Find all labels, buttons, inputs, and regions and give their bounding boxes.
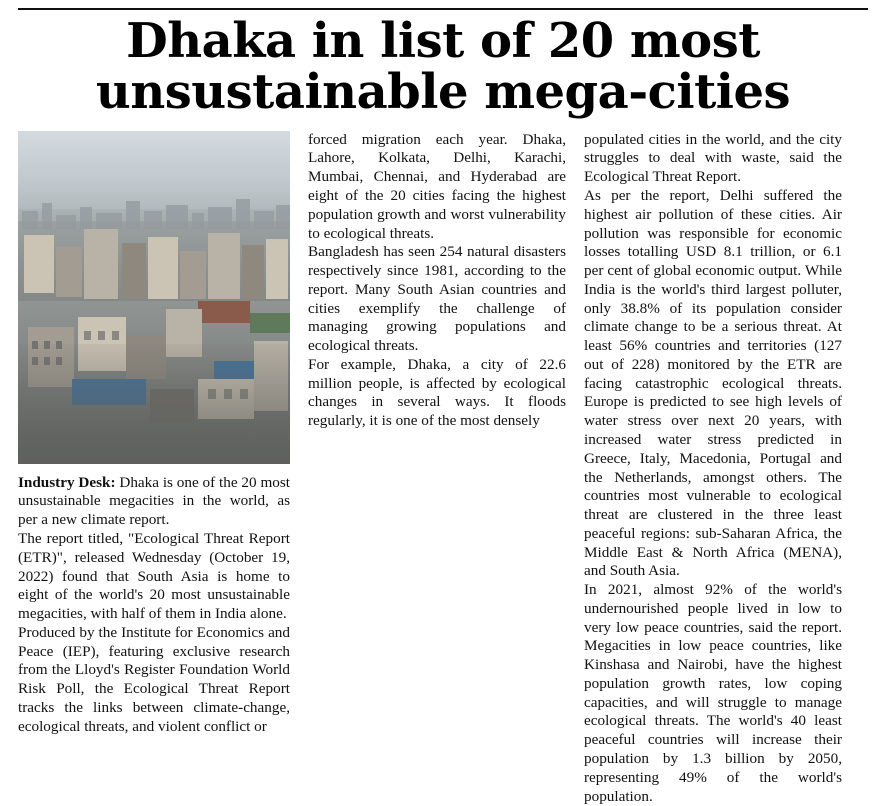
photo-window [98, 331, 105, 340]
photo-foreground [18, 344, 290, 464]
paragraph [18, 474, 290, 530]
paragraph: The report titled, "Ecological Threat Report (ETR)", released Wednesday (October 19, 2022) found that South Asia is home to eight of the world's 20 most unsustainable megacities, with half of them in India alone. [18, 530, 290, 623]
column-middle [308, 131, 566, 771]
paragraph-text: Dhaka is one of the 20 most unsustainable megacities in the world, as per a new climate report. [18, 473, 290, 529]
byline: Industry Desk: [18, 473, 116, 491]
photo-building [56, 247, 82, 297]
photo-building [122, 243, 146, 299]
paragraph: Bangladesh has seen 254 natural disasters respectively since 1981, according to the report. Many South Asian countries and cities exemplify the challenge of managing growing populations and ecological threats. [308, 243, 566, 355]
article-body [18, 130, 868, 805]
paragraph: As per the report, Delhi suffered the highest air pollution of these cities. Air pollution was responsible for economic losses totalling USD 8.1 trillion, or 6.1 per cent of global economic output. While India is the world's third largest polluter, only 38.8% of its population consider climate change to be a serious threat. At least 56% countries and territories (127 out of 228) monitored by the ETR are facing catastrophic ecological threats. Europe is predicted to see high levels of water stress over next 20 years, with increased water stress predicted in Greece, Italy, Macedonia, Portugal and the Netherlands, amongst others. The countries most vulnerable to ecological threat are clustered in the three least peaceful regions: sub-Saharan Africa, the Middle East & North Africa (MENA), and South Asia. [584, 187, 842, 580]
paragraph: forced migration each year. Dhaka, Lahore, Kolkata, Delhi, Karachi, Mumbai, Chennai, and Hyderabad are eight of the 20 cities facing the highest population growth and worst vulnerability to ecological threats. [308, 130, 566, 242]
page-title [18, 0, 868, 119]
column-left-text [18, 474, 290, 737]
photo-building [266, 239, 288, 299]
photo-rooftop [250, 313, 290, 333]
photo-building [24, 235, 54, 293]
article-photo [18, 131, 290, 464]
photo-building [84, 229, 118, 299]
paragraph: populated cities in the world, and the city struggles to deal with waste, said the Ecological Threat Report. [584, 130, 842, 186]
paragraph: In 2021, almost 92% of the world's undernourished people lived in low to very low peace countries, said the report. Megacities in low peace countries, like Kinshasa and Nairobi, have the highest population growth rates, low coping capacities, and will struggle to manage ecological threats. The world's 40 least peaceful countries will increase their population by 1.3 billion by 2050, representing 49% of the world's population. [584, 581, 842, 805]
column-right [584, 130, 842, 805]
photo-building [148, 237, 178, 299]
photo-building [242, 245, 264, 299]
photo-rooftop [198, 301, 250, 323]
photo-window [84, 331, 91, 340]
headline-line-1: Dhaka in list of 20 most [126, 13, 760, 69]
photo-building [180, 251, 206, 299]
top-rule [18, 8, 868, 10]
paragraph: Produced by the Institute for Economics and Peace (IEP), featuring exclusive research from the Lloyd's Register Foundation World Risk Poll, the Ecological Threat Report tracks the links between climate-change, ecological threats, and violent conflict or [18, 623, 290, 735]
column-left [18, 131, 290, 771]
headline-line-2: unsustainable mega-cities [95, 64, 791, 121]
paragraph: For example, Dhaka, a city of 22.6 million people, is affected by ecological changes in several ways. It floods regularly, it is one of the most densely [308, 355, 566, 430]
photo-building [208, 233, 240, 299]
photo-window [112, 331, 119, 340]
